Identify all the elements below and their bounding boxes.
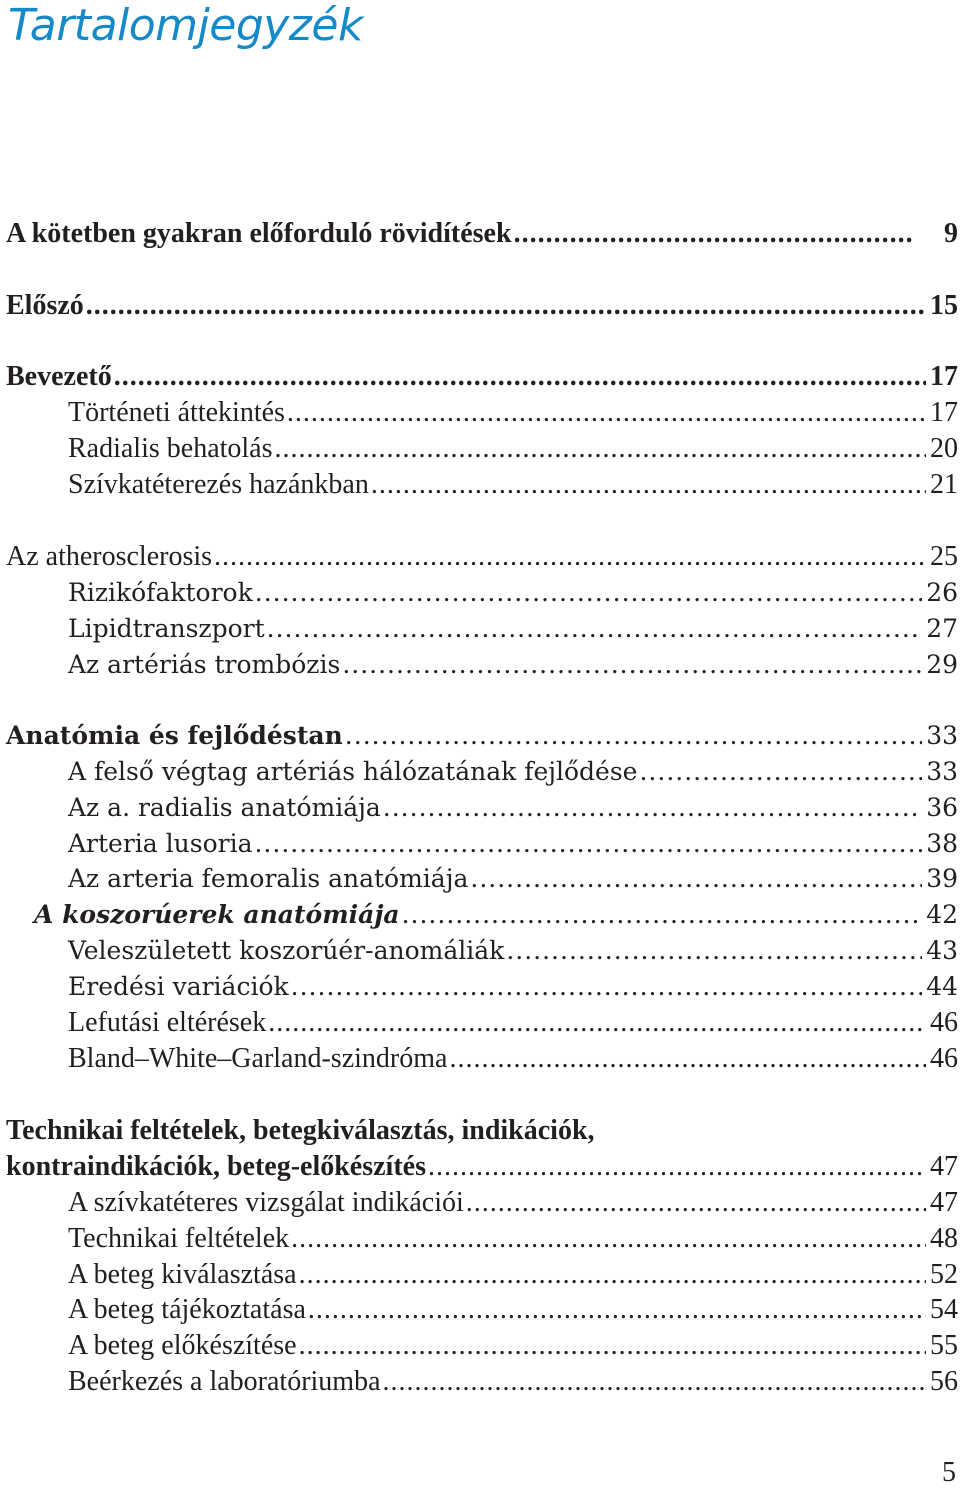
toc-entry-label: Technikai feltételek (68, 1223, 290, 1254)
dot-leader (428, 1149, 926, 1185)
toc-entry-page: 20 (930, 433, 958, 464)
toc-entry-page: 21 (930, 469, 958, 500)
toc-entry-indications[interactable] (68, 1185, 958, 1221)
toc-entry-technical-requirements[interactable] (68, 1221, 958, 1257)
toc-entry-label: A beteg tájékoztatása (68, 1294, 306, 1325)
toc-entry-label: Az arteria femoralis anatómiája (68, 864, 469, 893)
toc-entry-patient-preparation[interactable] (68, 1328, 958, 1364)
toc-entry-page: 15 (930, 290, 958, 321)
toc-entry-label: Bland–White–Garland-szindróma (68, 1043, 448, 1074)
toc-entry-page: 39 (926, 864, 958, 893)
toc-entry-risk-factors[interactable] (68, 575, 958, 611)
toc-entry-label: Bevezető (6, 361, 112, 392)
toc-entry-page: 33 (926, 721, 958, 750)
toc-entry-femoral-anatomy[interactable] (68, 861, 958, 897)
toc-entry-label: A kötetben gyakran előforduló rövidítések (6, 218, 512, 249)
toc-entry-introduction[interactable] (6, 359, 958, 395)
toc-entry-page: 52 (930, 1259, 958, 1290)
toc-entry-label: Anatómia és fejlődéstan (6, 721, 343, 750)
toc-entry-anatomy[interactable] (6, 718, 958, 754)
toc-entry-arrival-laboratory[interactable] (68, 1364, 958, 1400)
toc-entry-upper-limb-development[interactable] (68, 754, 958, 790)
toc-entry-history[interactable] (68, 395, 958, 431)
dot-leader (402, 897, 923, 933)
dot-leader (287, 395, 926, 431)
toc-entry-label: A szívkatéteres vizsgálat indikációi (68, 1187, 464, 1218)
toc-entry-label: Előszó (6, 290, 84, 321)
toc-entry-label: A felső végtag artériás hálózatának fejlődése (68, 757, 638, 786)
toc-entry-label: Radialis behatolás (68, 433, 273, 464)
dot-leader (291, 969, 923, 1005)
page-title: Tartalomjegyzék (8, 0, 363, 51)
toc-entry-label: Az a. radialis anatómiája (68, 793, 381, 822)
toc-entry-label: A beteg előkészítése (68, 1330, 297, 1361)
dot-leader (383, 1364, 926, 1400)
toc-entry-label: Lipidtranszport (68, 614, 265, 643)
toc-entry-page: 47 (930, 1187, 958, 1218)
toc-entry-label: A beteg kiválasztása (68, 1259, 297, 1290)
toc-entry-page: 54 (930, 1294, 958, 1325)
dot-leader (214, 539, 926, 575)
toc-entry-patient-information[interactable] (68, 1292, 958, 1328)
toc-entry-label: Az atherosclerosis (6, 541, 213, 572)
toc-entry-page: 44 (926, 972, 958, 1001)
dot-leader (506, 933, 922, 969)
toc-entry-congenital-anomalies[interactable] (68, 933, 958, 969)
dot-leader (268, 1005, 926, 1041)
dot-leader (342, 647, 922, 683)
dot-leader (299, 1328, 926, 1364)
toc-entry-page: 9 (944, 218, 958, 249)
toc-entry-label: Lefutási eltérések (68, 1007, 267, 1038)
toc-entry-page: 26 (926, 578, 958, 607)
toc-entry-page: 33 (926, 757, 958, 786)
toc-entry-foreword[interactable] (6, 288, 958, 324)
toc-entry-radial-approach[interactable] (68, 431, 958, 467)
toc-entry-page: 46 (930, 1007, 958, 1038)
toc-entry-page: 17 (930, 397, 958, 428)
toc-entry-label: Eredési variációk (68, 972, 289, 1001)
dot-leader (345, 718, 922, 754)
toc-entry-label: Az artériás trombózis (68, 650, 341, 679)
toc-entry-catheterization-hungary[interactable] (68, 467, 958, 503)
toc-entry-page: 42 (926, 900, 958, 929)
toc-entry-technical-heading (6, 1113, 958, 1149)
toc-entry-page: 38 (926, 829, 958, 858)
toc-entry-page: 36 (926, 793, 958, 822)
toc-entry-atherosclerosis[interactable] (6, 539, 958, 575)
page-number: 5 (942, 1457, 956, 1488)
dot-leader (299, 1257, 926, 1293)
toc-entry-label: Technikai feltételek, betegkiválasztás, indikációk, (6, 1115, 595, 1146)
toc-entry-label: kontraindikációk, beteg-előkészítés (6, 1151, 426, 1182)
dot-leader (639, 754, 922, 790)
dot-leader (470, 861, 922, 897)
toc-entry-page: 47 (930, 1151, 958, 1182)
dot-leader (383, 790, 922, 826)
dot-leader (449, 1041, 926, 1077)
toc-entry-bland-white-garland[interactable] (68, 1041, 958, 1077)
toc-entry-coronary-anatomy[interactable] (34, 897, 958, 933)
toc-entry-origin-variations[interactable] (68, 969, 958, 1005)
toc-entry-technical-conditions[interactable] (6, 1149, 958, 1185)
toc-entry-label: Beérkezés a laboratóriumba (68, 1366, 381, 1397)
dot-leader (114, 359, 926, 395)
dot-leader (275, 431, 926, 467)
dot-leader (255, 575, 922, 611)
dot-leader (291, 1221, 926, 1257)
toc-entry-label: Veleszületett koszorúér-anomáliák (68, 936, 505, 965)
toc-entry-radial-anatomy[interactable] (68, 790, 958, 826)
dot-leader (466, 1185, 926, 1221)
toc-entry-page: 56 (930, 1366, 958, 1397)
toc-entry-arteria-lusoria[interactable] (68, 826, 958, 862)
toc-entry-page: 48 (930, 1223, 958, 1254)
toc-entry-lipid-transport[interactable] (68, 611, 958, 647)
dot-leader (267, 611, 923, 647)
toc-entry-page: 55 (930, 1330, 958, 1361)
toc-entry-label: Történeti áttekintés (68, 397, 285, 428)
toc-entry-page: 17 (930, 361, 958, 392)
toc-entry-patient-selection[interactable] (68, 1257, 958, 1293)
toc-entry-page: 46 (930, 1043, 958, 1074)
toc-entry-label: Rizikófaktorok (68, 578, 253, 607)
toc-entry-arterial-thrombosis[interactable] (68, 647, 958, 683)
toc-entry-label: Szívkatéterezés hazánkban (68, 469, 369, 500)
dot-leader (371, 467, 926, 503)
toc-entry-label: A koszorúerek anatómiája (34, 900, 400, 929)
toc-entry-course-deviations[interactable] (68, 1005, 958, 1041)
toc-entry-page: 43 (926, 936, 958, 965)
toc-entry-abbreviations[interactable] (6, 216, 958, 252)
dot-leader (308, 1292, 926, 1328)
toc-entry-label: Arteria lusoria (68, 829, 253, 858)
dot-leader (254, 826, 922, 862)
dot-leader (514, 216, 914, 252)
dot-leader (86, 288, 926, 324)
toc-entry-page: 29 (926, 650, 958, 679)
toc-entry-page: 25 (930, 541, 958, 572)
toc-entry-page: 27 (926, 614, 958, 643)
